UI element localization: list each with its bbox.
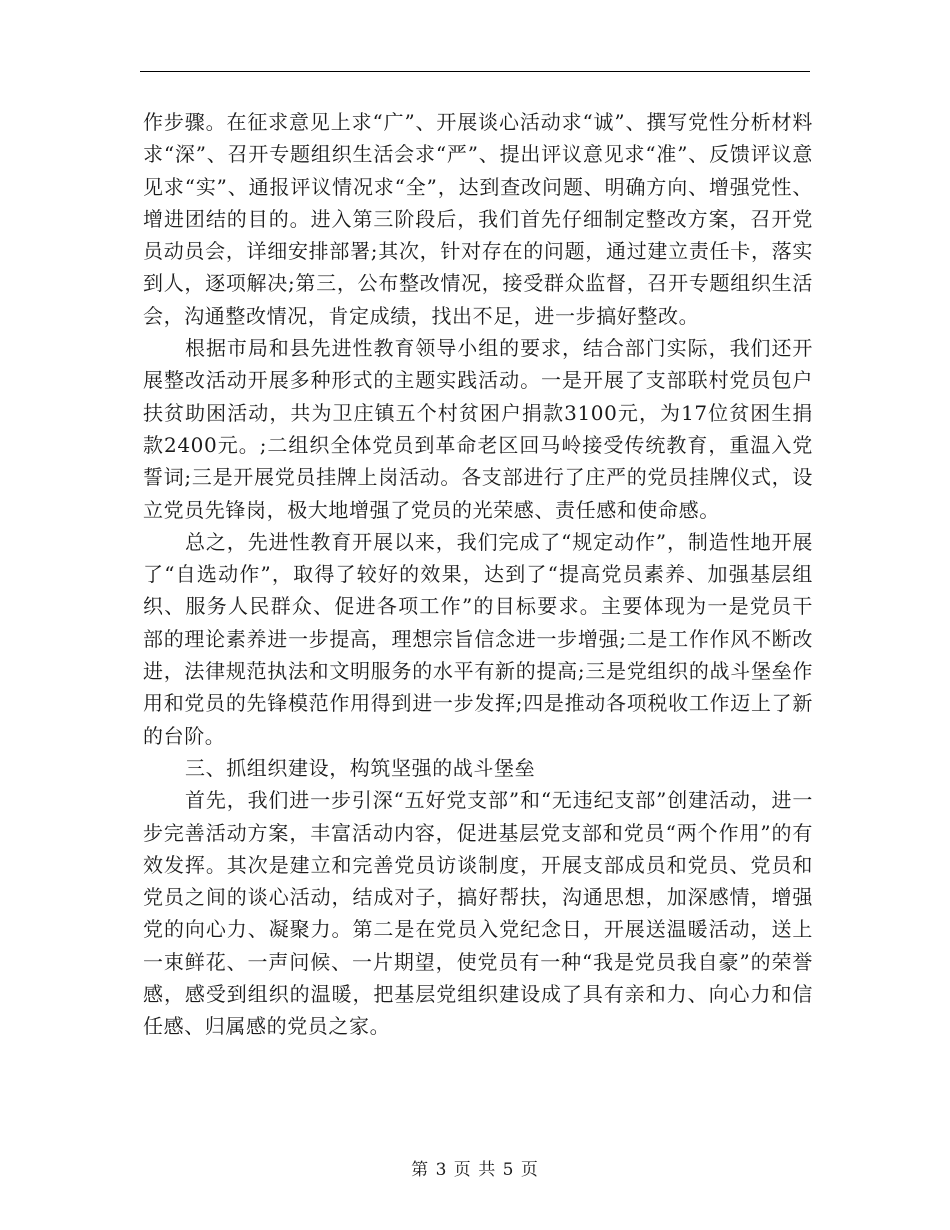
paragraph-organization-building: 首先，我们进一步引深“五好党支部”和“无违纪支部”创建活动，进一步完善活动方案，丰富活动内容，促进基层党支部和党员“两个作用”的有效发挥。其次是建立和完善党员访谈制度，开展支部成员和党员、党员和党员之间的谈心活动，结成对子，搞好帮扶，沟通思想，加深感情，增强党的向心力、凝聚力。第二是在党员入党纪念日，开展送温暖活动，送上一束鲜花、一声问候、一片期望，使党员有一种“我是党员我自豪”的荣誉感，感受到组织的温暖，把基层党组织建设成了具有亲和力、向心力和信任感、归属感的党员之家。 <box>143 788 813 1039</box>
page-number-footer: 第 3 页 共 5 页 <box>411 1160 539 1180</box>
header-rule <box>140 71 810 72</box>
document-body <box>143 106 813 1043</box>
paragraph-continuation: 作步骤。在征求意见上求“广”、开展谈心活动求“诚”、撰写党性分析材料求“深”、召开专题组织生活会求“严”、提出评议意见求“准”、反馈评议意见求“实”、通报评议情况求“全”，达到查改问题、明确方向、增强党性、增进团结的目的。进入第三阶段后，我们首先仔细制定整改方案，召开党员动员会，详细安排部署;其次，针对存在的问题，通过建立责任卡，落实到人，逐项解决;第三，公布整改情况，接受群众监督，召开专题组织生活会，沟通整改情况，肯定成绩，找出不足，进一步搞好整改。 <box>143 110 813 328</box>
paragraph-practice-activities: 根据市局和县先进性教育领导小组的要求，结合部门实际，我们还开展整改活动开展多种形式的主题实践活动。一是开展了支部联村党员包户扶贫助困活动，共为卫庄镇五个村贫困户捐款3100元，为17位贫困生捐款2400元。;二组织全体党员到革命老区回马岭接受传统教育，重温入党誓词;三是开展党员挂牌上岗活动。各支部进行了庄严的党员挂牌仪式，设立党员先锋岗，极大地增强了党员的光荣感、责任感和使命感。 <box>143 336 813 522</box>
section-heading: 三、抓组织建设，构筑坚强的战斗堡垒 <box>185 755 536 780</box>
paragraph-summary: 总之，先进性教育开展以来，我们完成了“规定动作”，制造性地开展了“自选动作”，取得了较好的效果，达到了“提高党员素养、加强基层组织、服务人民群众、促进各项工作”的目标要求。主要体现为一是党员干部的理论素养进一步提高，理想宗旨信念进一步增强;二是工作作风不断改进，法律规范执法和文明服务的水平有新的提高;三是党组织的战斗堡垒作用和党员的先锋模范作用得到进一步发挥;四是推动各项税收工作迈上了新的台阶。 <box>143 529 813 748</box>
